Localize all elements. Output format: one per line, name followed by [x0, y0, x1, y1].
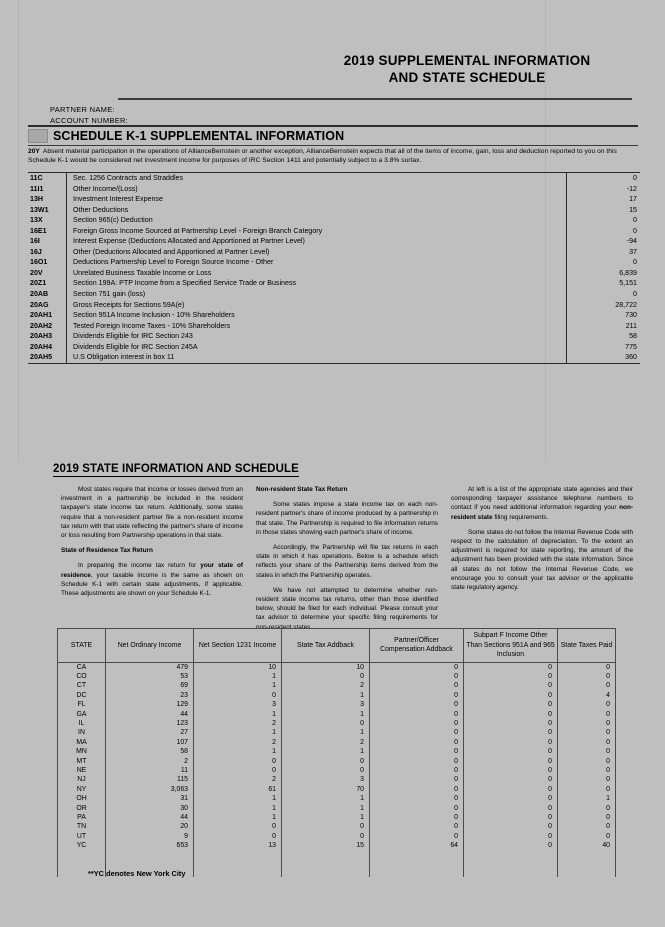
state-cell-state-tax-addback: 2: [282, 681, 370, 690]
state-cell-abbrev: MA: [58, 738, 106, 747]
state-cell-abbrev: MT: [58, 757, 106, 766]
state-cell-net-ordinary-income: 107: [106, 738, 194, 747]
k1-table-row: [28, 310, 640, 321]
state-cell-state-taxes-paid: 0: [558, 681, 616, 690]
state-prose-column-2: [256, 485, 438, 638]
k1-section-heading-row: [28, 128, 638, 143]
state-cell-state-tax-addback: 1: [282, 691, 370, 700]
title-divider: [118, 98, 632, 100]
state-cell-net-ordinary-income: 27: [106, 728, 194, 737]
k1-row-code: 11C: [28, 173, 67, 184]
k1-row-value: 37: [567, 247, 641, 258]
k1-row-value: 15: [567, 205, 641, 216]
state-cell-state-taxes-paid: 0: [558, 672, 616, 681]
state-cell-subpart-f-income: 0: [464, 841, 558, 876]
state-table-row: [58, 672, 616, 681]
state-schedule-table: [57, 628, 616, 877]
k1-row-value: 17: [567, 194, 641, 205]
state-section-heading: 2019 STATE INFORMATION AND SCHEDULE: [53, 463, 299, 475]
k1-table-row: [28, 236, 640, 247]
state-table-row: [58, 832, 616, 841]
k1-row-description: Tested Foreign Income Taxes - 10% Shareholders: [73, 321, 231, 330]
state-cell-subpart-f-income: 0: [464, 662, 558, 672]
state-table-row: [58, 822, 616, 831]
state-cell-state-taxes-paid: 0: [558, 728, 616, 737]
state-cell-partner-officer-comp-addback: 0: [370, 804, 464, 813]
state-table-column-header: Net Section 1231 Income: [194, 629, 282, 663]
state-col1-para-2-bold: your state of residence: [61, 562, 243, 579]
k1-row-description: Sec. 1256 Contracts and Straddles: [73, 174, 184, 182]
state-cell-partner-officer-comp-addback: 0: [370, 672, 464, 681]
k1-row-description: Deductions Partnership Level to Foreign Source Income - Other: [73, 258, 274, 267]
state-cell-partner-officer-comp-addback: 0: [370, 747, 464, 756]
k1-row-code: 13W1: [28, 205, 67, 216]
state-cell-subpart-f-income: 0: [464, 738, 558, 747]
state-cell-net-section-1231: 1: [194, 728, 282, 737]
state-cell-net-ordinary-income: 9: [106, 832, 194, 841]
k1-table-row: [28, 226, 640, 237]
state-cell-abbrev: OR: [58, 804, 106, 813]
state-cell-state-tax-addback: 1: [282, 804, 370, 813]
state-cell-state-tax-addback: 0: [282, 832, 370, 841]
k1-row-description: Interest Expense (Deductions Allocated and Apportioned at Partner Level): [73, 237, 305, 246]
state-col1-subheading: State of Residence Tax Return: [61, 547, 153, 555]
state-cell-net-section-1231: 3: [194, 700, 282, 709]
state-cell-net-ordinary-income: 53: [106, 672, 194, 681]
state-cell-state-taxes-paid: 0: [558, 822, 616, 831]
k1-row-code: 13H: [28, 194, 67, 205]
scan-seam-left: [18, 0, 19, 460]
state-cell-state-taxes-paid: 0: [558, 738, 616, 747]
k1-row-value: 0: [567, 289, 641, 300]
state-cell-abbrev: TN: [58, 822, 106, 831]
state-col3-para-2: Some states do not follow the Internal Revenue Code with respect to the calculation of depreciation. To the extent an adjustment is required for state reporting, the amount of the adjustment has been provided with the state information. Since all states do not follow the Internal Revenue Code, we encourage you to consult your tax advisor or the applicable state regulatory agency.: [451, 528, 633, 592]
state-cell-state-taxes-paid: 0: [558, 757, 616, 766]
state-cell-abbrev: CO: [58, 672, 106, 681]
state-cell-net-ordinary-income: 115: [106, 775, 194, 784]
state-cell-net-section-1231: 1: [194, 813, 282, 822]
k1-row-value: 58: [567, 331, 641, 342]
k1-table-row: [28, 257, 640, 268]
state-cell-net-ordinary-income: 653: [106, 841, 194, 876]
state-cell-subpart-f-income: 0: [464, 691, 558, 700]
state-cell-net-ordinary-income: 58: [106, 747, 194, 756]
k1-row-value: 775: [567, 342, 641, 353]
state-cell-subpart-f-income: 0: [464, 757, 558, 766]
state-cell-partner-officer-comp-addback: 0: [370, 822, 464, 831]
state-cell-state-taxes-paid: 4: [558, 691, 616, 700]
k1-row-code: 20AH1: [28, 310, 67, 321]
k1-row-value: 0: [567, 215, 641, 226]
state-cell-subpart-f-income: 0: [464, 832, 558, 841]
k1-row-code: 20AG: [28, 300, 67, 311]
state-cell-net-ordinary-income: 44: [106, 710, 194, 719]
state-cell-state-tax-addback: 0: [282, 719, 370, 728]
state-cell-net-ordinary-income: 30: [106, 804, 194, 813]
k1-row-code: 16J: [28, 247, 67, 258]
state-cell-abbrev: OH: [58, 794, 106, 803]
state-cell-net-section-1231: 2: [194, 775, 282, 784]
state-table-row: [58, 794, 616, 803]
k1-row-code: 20AB: [28, 289, 67, 300]
k1-row-code: 20Z1: [28, 278, 67, 289]
state-cell-state-taxes-paid: 0: [558, 804, 616, 813]
k1-row-code: 20AH4: [28, 342, 67, 353]
state-table-row: [58, 813, 616, 822]
state-cell-abbrev: MN: [58, 747, 106, 756]
state-cell-subpart-f-income: 0: [464, 822, 558, 831]
k1-table-row: [28, 205, 640, 216]
k1-table-row: [28, 321, 640, 332]
state-table-row: [58, 728, 616, 737]
state-prose-column-3: [451, 485, 633, 598]
state-cell-state-tax-addback: 15: [282, 841, 370, 876]
k1-row-code: 13X: [28, 215, 67, 226]
state-cell-partner-officer-comp-addback: 0: [370, 738, 464, 747]
k1-row-description: Investment Interest Expense: [73, 195, 163, 204]
k1-heading-divider: [28, 145, 638, 146]
state-col2-subheading: Non-resident State Tax Return: [256, 486, 348, 493]
state-cell-state-tax-addback: 1: [282, 794, 370, 803]
k1-supplemental-table: [28, 172, 640, 364]
k1-row-description: Unrelated Business Taxable Income or Loss: [73, 268, 212, 277]
state-cell-net-ordinary-income: 2: [106, 757, 194, 766]
state-table-row: [58, 710, 616, 719]
state-table-row: [58, 766, 616, 775]
state-cell-abbrev: DC: [58, 691, 106, 700]
state-cell-net-ordinary-income: 11: [106, 766, 194, 775]
state-cell-net-section-1231: 0: [194, 691, 282, 700]
state-table-row: [58, 757, 616, 766]
state-cell-state-taxes-paid: 0: [558, 785, 616, 794]
k1-table-row: [28, 352, 640, 363]
state-prose-column-1: [61, 485, 243, 604]
k1-table-row: [28, 247, 640, 258]
state-cell-state-taxes-paid: 1: [558, 794, 616, 803]
state-cell-state-tax-addback: 0: [282, 672, 370, 681]
k1-row-description: Section 751 gain (loss): [73, 290, 146, 299]
state-cell-partner-officer-comp-addback: 0: [370, 728, 464, 737]
k1-table-row: [28, 173, 640, 184]
k1-row-value: 5,151: [567, 278, 641, 289]
state-cell-net-ordinary-income: 69: [106, 681, 194, 690]
state-col2-para-3: We have not attempted to determine whether non-resident state income tax returns, other than those identified below, should be filed for each individual. Please consult your tax advisor to determine your specific filing requirements for non-resident states.: [256, 586, 438, 631]
k1-row-code: 20AH5: [28, 352, 67, 363]
state-col3-para-1-rest: filing requirements.: [492, 513, 549, 521]
k1-row-code: 16E1: [28, 226, 67, 237]
k1-row-description: Section 951A Income Inclusion - 10% Shareholders: [73, 311, 235, 320]
state-cell-state-taxes-paid: 0: [558, 747, 616, 756]
k1-table-row: [28, 268, 640, 279]
state-cell-state-tax-addback: 3: [282, 700, 370, 709]
state-cell-state-taxes-paid: 0: [558, 832, 616, 841]
state-cell-state-taxes-paid: 0: [558, 719, 616, 728]
k1-row-code: 16O1: [28, 257, 67, 268]
state-col2-para-2: Accordingly, the Partnership will file tax returns in each state in which it has operations. Below is a schedule which reflects your share of the Partnership items derived from the states in which the Partnership operates.: [256, 544, 438, 579]
state-col1-para-2-rest: , your taxable income is the same as shown on Schedule K-1 with certain state adjustments, if applicable. These adjustments are shown on your Schedule K-1.: [61, 571, 243, 598]
state-table-column-header: STATE: [58, 629, 106, 663]
state-cell-state-tax-addback: 10: [282, 662, 370, 672]
k1-row-value: -12: [567, 184, 641, 195]
k1-row-description: Foreign Gross Income Sourced at Partnership Level - Foreign Branch Category: [73, 226, 323, 235]
k1-row-description: Dividends Eligible for IRC Section 243: [73, 332, 193, 341]
state-table-row: [58, 738, 616, 747]
state-col1-para-2: [61, 561, 243, 598]
k1-table-row: [28, 215, 640, 226]
state-cell-state-tax-addback: 1: [282, 747, 370, 756]
state-cell-state-tax-addback: 1: [282, 728, 370, 737]
k1-row-value: 0: [567, 173, 641, 184]
k1-row-value: 28,722: [567, 300, 641, 311]
k1-row-description: Other (Deductions Allocated and Apportioned at Partner Level): [73, 247, 270, 256]
state-cell-partner-officer-comp-addback: 0: [370, 700, 464, 709]
state-cell-abbrev: CT: [58, 681, 106, 690]
state-cell-state-tax-addback: 70: [282, 785, 370, 794]
state-cell-net-section-1231: 0: [194, 822, 282, 831]
k1-row-code: 11I1: [28, 184, 67, 195]
state-cell-partner-officer-comp-addback: 0: [370, 662, 464, 672]
state-cell-state-tax-addback: 1: [282, 813, 370, 822]
state-cell-net-ordinary-income: 20: [106, 822, 194, 831]
state-cell-partner-officer-comp-addback: 0: [370, 794, 464, 803]
state-cell-partner-officer-comp-addback: 64: [370, 841, 464, 876]
state-cell-subpart-f-income: 0: [464, 813, 558, 822]
title-line-1: 2019 SUPPLEMENTAL INFORMATION: [343, 53, 591, 68]
state-cell-net-ordinary-income: 129: [106, 700, 194, 709]
state-cell-partner-officer-comp-addback: 0: [370, 766, 464, 775]
k1-row-value: -94: [567, 236, 641, 247]
state-cell-state-tax-addback: 1: [282, 710, 370, 719]
state-cell-subpart-f-income: 0: [464, 785, 558, 794]
state-cell-state-taxes-paid: 0: [558, 766, 616, 775]
k1-row-description: Other Deductions: [73, 205, 129, 214]
state-cell-abbrev: UT: [58, 832, 106, 841]
state-cell-abbrev: GA: [58, 710, 106, 719]
state-cell-abbrev: IN: [58, 728, 106, 737]
state-cell-net-ordinary-income: 123: [106, 719, 194, 728]
state-cell-subpart-f-income: 0: [464, 804, 558, 813]
k1-row-value: 211: [567, 321, 641, 332]
k1-row-description: Section 199A: PTP Income from a Specified Service Trade or Business: [73, 279, 297, 288]
document-title: [302, 52, 632, 86]
state-cell-net-section-1231: 2: [194, 719, 282, 728]
k1-note-20y: [28, 147, 640, 166]
state-col3-para-1: [451, 485, 633, 522]
state-col2-para-1: Some states impose a state income tax on each non-resident partner's share of income produced by a partnership in that state. The Partnership is required to file information returns in those states showing each partner's share of income.: [256, 501, 438, 536]
state-cell-net-section-1231: 1: [194, 747, 282, 756]
k1-table-row: [28, 331, 640, 342]
state-cell-partner-officer-comp-addback: 0: [370, 775, 464, 784]
state-cell-state-tax-addback: 3: [282, 775, 370, 784]
state-cell-state-taxes-paid: 40: [558, 841, 616, 876]
state-cell-net-section-1231: 0: [194, 832, 282, 841]
k1-table-row: [28, 342, 640, 353]
state-table-row: [58, 691, 616, 700]
state-cell-partner-officer-comp-addback: 0: [370, 719, 464, 728]
state-cell-state-tax-addback: 0: [282, 766, 370, 775]
state-cell-subpart-f-income: 0: [464, 710, 558, 719]
k1-row-code: 20V: [28, 268, 67, 279]
state-cell-net-ordinary-income: 31: [106, 794, 194, 803]
state-table-row: [58, 700, 616, 709]
k1-table-row: [28, 278, 640, 289]
state-cell-subpart-f-income: 0: [464, 681, 558, 690]
state-cell-subpart-f-income: 0: [464, 794, 558, 803]
state-cell-state-taxes-paid: 0: [558, 813, 616, 822]
k1-table-row: [28, 289, 640, 300]
state-table-footnote: **YC denotes New York City: [88, 869, 186, 878]
section-marker-icon: [28, 129, 48, 143]
state-cell-partner-officer-comp-addback: 0: [370, 681, 464, 690]
account-number-label: ACCOUNT NUMBER:: [50, 116, 129, 125]
state-cell-state-taxes-paid: 0: [558, 710, 616, 719]
state-cell-net-ordinary-income: 23: [106, 691, 194, 700]
state-table-column-header: Partner/Officer Compensation Addback: [370, 629, 464, 663]
state-cell-partner-officer-comp-addback: 0: [370, 785, 464, 794]
k1-row-value: 730: [567, 310, 641, 321]
state-table-row: [58, 775, 616, 784]
state-cell-net-section-1231: 0: [194, 766, 282, 775]
k1-row-value: 0: [567, 226, 641, 237]
state-cell-net-section-1231: 61: [194, 785, 282, 794]
k1-table-row: [28, 300, 640, 311]
k1-row-value: 360: [567, 352, 641, 363]
state-table-column-header: Net Ordinary Income: [106, 629, 194, 663]
k1-row-description: Gross Receipts for Sections 59A(e): [73, 300, 185, 309]
state-cell-subpart-f-income: 0: [464, 719, 558, 728]
note-code-label: 20Y: [28, 148, 40, 155]
state-col3-para-1-lead: At left is a list of the appropriate state agencies and their corresponding taxpayer assistance telephone numbers to contact if you need additional information regarding your: [451, 486, 633, 512]
state-cell-subpart-f-income: 0: [464, 700, 558, 709]
title-line-2: AND STATE SCHEDULE: [388, 70, 546, 85]
state-table-row: [58, 785, 616, 794]
k1-table-row: [28, 194, 640, 205]
state-cell-state-tax-addback: 0: [282, 822, 370, 831]
state-cell-net-section-1231: 1: [194, 710, 282, 719]
state-table-row: [58, 719, 616, 728]
state-table-row: [58, 804, 616, 813]
k1-row-value: 0: [567, 257, 641, 268]
partner-name-label: PARTNER NAME:: [50, 105, 115, 114]
state-cell-abbrev: YC: [58, 841, 106, 876]
state-table-column-header: Subpart F Income Other Than Sections 951A and 965 Inclusion: [464, 629, 558, 663]
state-cell-net-section-1231: 10: [194, 662, 282, 672]
state-cell-subpart-f-income: 0: [464, 672, 558, 681]
state-cell-net-section-1231: 1: [194, 804, 282, 813]
state-cell-partner-officer-comp-addback: 0: [370, 832, 464, 841]
state-cell-subpart-f-income: 0: [464, 775, 558, 784]
k1-row-description: Other Income/(Loss): [73, 184, 138, 193]
state-cell-partner-officer-comp-addback: 0: [370, 691, 464, 700]
state-cell-abbrev: FL: [58, 700, 106, 709]
k1-row-code: 16I: [28, 236, 67, 247]
state-cell-partner-officer-comp-addback: 0: [370, 813, 464, 822]
k1-row-description: Dividends Eligible for IRC Section 245A: [73, 342, 198, 351]
k1-row-value: 6,839: [567, 268, 641, 279]
state-col1-para-1: Most states require that income or losses derived from an investment in a partnership be included in the resident taxpayer's state income tax return. Additionally, some states require that a non-resident partner file a non-resident income tax return with that state reflecting the partner's share of income or loss resulting from Partnership operations in that state.: [61, 486, 243, 540]
k1-row-code: 20AH2: [28, 321, 67, 332]
k1-row-description: U.S Obligation interest in box 11: [73, 353, 175, 362]
k1-section-heading: SCHEDULE K-1 SUPPLEMENTAL INFORMATION: [53, 128, 345, 143]
k1-row-description: Section 965(c) Deduction: [73, 216, 153, 225]
state-cell-net-ordinary-income: 479: [106, 662, 194, 672]
header-divider: [28, 125, 638, 127]
state-cell-net-section-1231: 0: [194, 757, 282, 766]
state-cell-state-tax-addback: 2: [282, 738, 370, 747]
state-cell-abbrev: NE: [58, 766, 106, 775]
state-cell-net-section-1231: 1: [194, 794, 282, 803]
state-table-row: [58, 662, 616, 672]
state-table-header-row: [58, 629, 616, 663]
state-cell-state-taxes-paid: 0: [558, 700, 616, 709]
state-col1-para-2-lead: In preparing the income tax return for: [78, 562, 201, 570]
note-text: Absent material participation in the operations of AllianceBernstein or another exception, AllianceBernstein expects that all of the items of income, gain, loss and deduction reported to you on this Schedule K-1 would be considered net investment income for purposes of IRC Section 1411 and potentially subject to a 3.8% surtax.: [28, 148, 617, 165]
state-cell-net-ordinary-income: 3,063: [106, 785, 194, 794]
state-col3-para-1-bold: non-resident state: [451, 504, 633, 521]
state-cell-state-taxes-paid: 0: [558, 662, 616, 672]
state-table-column-header: State Taxes Paid: [558, 629, 616, 663]
state-cell-abbrev: NJ: [58, 775, 106, 784]
state-cell-abbrev: NY: [58, 785, 106, 794]
state-cell-abbrev: PA: [58, 813, 106, 822]
state-cell-abbrev: CA: [58, 662, 106, 672]
state-table-row: [58, 747, 616, 756]
state-table-row: [58, 681, 616, 690]
state-cell-state-tax-addback: 0: [282, 757, 370, 766]
state-cell-state-taxes-paid: 0: [558, 775, 616, 784]
state-cell-abbrev: IL: [58, 719, 106, 728]
k1-table-row: [28, 184, 640, 195]
state-cell-subpart-f-income: 0: [464, 766, 558, 775]
state-cell-partner-officer-comp-addback: 0: [370, 710, 464, 719]
state-cell-subpart-f-income: 0: [464, 747, 558, 756]
state-cell-net-section-1231: 1: [194, 681, 282, 690]
partner-info-block: [50, 104, 128, 126]
k1-row-code: 20AH3: [28, 331, 67, 342]
state-cell-net-ordinary-income: 44: [106, 813, 194, 822]
state-table-column-header: State Tax Addback: [282, 629, 370, 663]
state-cell-net-section-1231: 13: [194, 841, 282, 876]
state-cell-net-section-1231: 2: [194, 738, 282, 747]
state-cell-subpart-f-income: 0: [464, 728, 558, 737]
state-cell-net-section-1231: 1: [194, 672, 282, 681]
state-cell-partner-officer-comp-addback: 0: [370, 757, 464, 766]
